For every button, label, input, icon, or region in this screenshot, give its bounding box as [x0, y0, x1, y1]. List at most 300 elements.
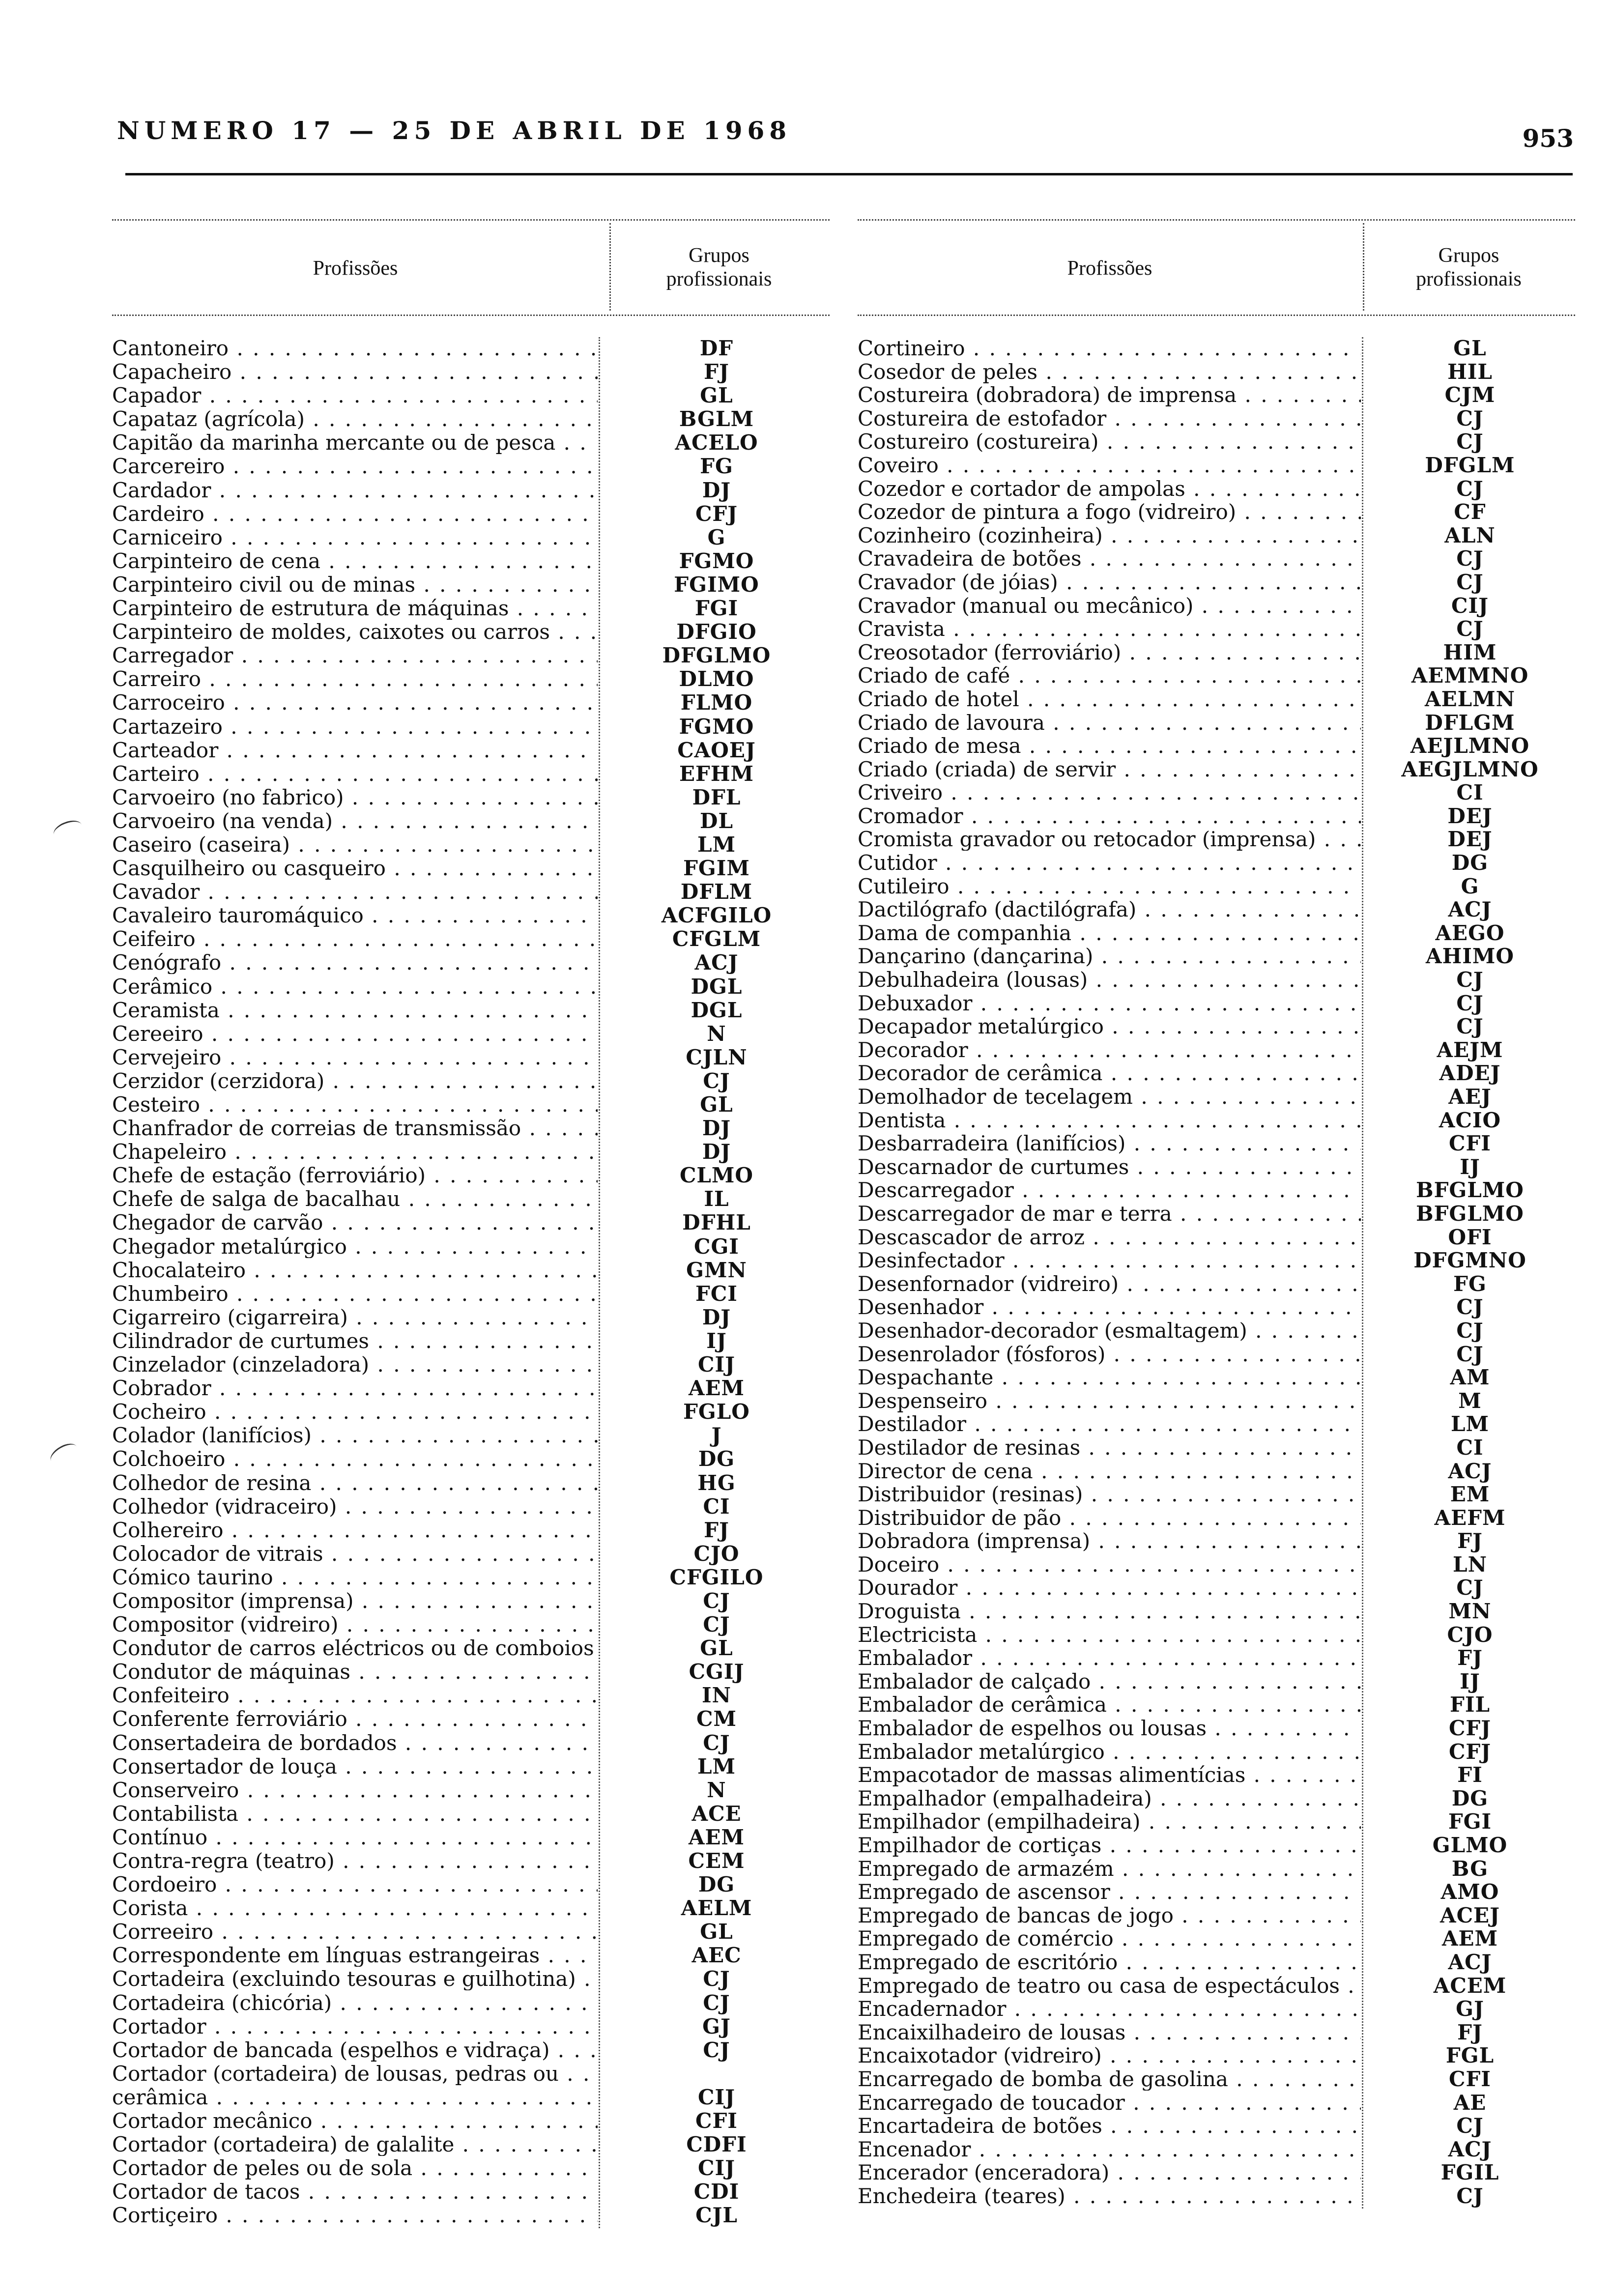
group-code: CJ	[1456, 1576, 1484, 1600]
group-code: CJ	[1456, 2183, 1484, 2208]
profession-name: Capataz (agrícola) . . .	[112, 408, 598, 430]
table-row	[112, 548, 754, 574]
table-row	[858, 1529, 1483, 1553]
profession-name: Encarregado de bomba de gasolina . . .	[858, 2068, 1361, 2091]
table-row	[112, 1636, 733, 1661]
table-row	[112, 1494, 730, 1519]
group-code: LM	[697, 1754, 736, 1779]
profession-name: Carteador . . .	[112, 739, 598, 762]
table-row	[112, 620, 757, 644]
table-row	[858, 570, 1484, 595]
profession-name: Caseiro (caseira) . . .	[112, 833, 598, 856]
profession-name: Compositor (imprensa) . . .	[112, 1590, 598, 1612]
profession-name: Encerador (enceradora) . . .	[858, 2161, 1361, 2184]
profession-name: Contra-regra (teatro) . . .	[112, 1850, 598, 1872]
group-code: CI	[1456, 1435, 1484, 1460]
profession-name: Cortador (cortadeira) de lousas, pedras ou . . .	[112, 2063, 598, 2085]
profession-name: Empregado de bancas de jogo . . .	[858, 1904, 1361, 1927]
group-code: CJO	[1447, 1622, 1493, 1647]
professions-column-header: Profissões	[313, 257, 398, 280]
profession-name: Demolhador de tecelagem . . .	[858, 1086, 1361, 1108]
profession-name: Dentista . . .	[858, 1109, 1361, 1132]
table-row	[858, 1739, 1492, 1764]
header-top-rule	[112, 219, 830, 221]
group-code: CJ	[1456, 1318, 1484, 1343]
table-row	[112, 950, 739, 975]
group-code: ACJ	[1448, 1950, 1492, 1974]
group-code: ADEJ	[1439, 1061, 1501, 1086]
profession-name: Cordoeiro . . .	[112, 1873, 598, 1896]
profession-name: Carregador . . .	[112, 644, 598, 667]
group-code: AHIMO	[1426, 944, 1514, 969]
profession-name: Doceiro . . .	[858, 1553, 1361, 1576]
group-code: GL	[1453, 336, 1487, 360]
profession-name: Encadernador . . .	[858, 1998, 1361, 2020]
group-code: DL	[700, 808, 733, 833]
profession-name: Carreiro . . .	[112, 668, 598, 690]
table-row	[112, 1660, 745, 1684]
groups-header-line1: Grupos	[689, 244, 749, 267]
group-code: CJ	[703, 1588, 730, 1613]
table-row	[858, 1903, 1500, 1928]
group-code: FGIMO	[674, 572, 759, 597]
table-row	[858, 430, 1484, 454]
group-code: CJ	[1456, 617, 1484, 641]
profession-name: Coveiro . . .	[858, 454, 1361, 477]
table-row	[858, 1552, 1487, 1577]
profession-name: Destilador de resinas . . .	[858, 1436, 1361, 1459]
group-code: FJ	[1457, 2020, 1483, 2044]
group-code: CI	[1456, 780, 1484, 805]
group-code: N	[707, 1778, 726, 1802]
profession-name: Droguista . . .	[858, 1600, 1361, 1623]
table-row	[112, 927, 761, 951]
table-row	[112, 1045, 748, 1070]
profession-name: Encarregado de toucador . . .	[858, 2092, 1361, 2114]
table-row	[112, 667, 754, 691]
table-row	[858, 383, 1496, 407]
profession-name: Contínuo . . .	[112, 1826, 598, 1849]
group-code: CGI	[694, 1234, 739, 1259]
table-row	[858, 1786, 1489, 1811]
group-code: FLMO	[680, 690, 753, 715]
profession-name: Encaixilhadeiro de lousas . . .	[858, 2021, 1361, 2044]
group-code: CIJ	[698, 2156, 735, 2181]
table-row	[112, 1730, 730, 1755]
profession-name: Correeiro . . .	[112, 1921, 598, 1943]
group-code: CJ	[1456, 476, 1484, 501]
group-code: ACJ	[694, 950, 739, 975]
profession-name: Despenseiro . . .	[858, 1390, 1361, 1412]
header-rule	[125, 173, 1573, 175]
group-code: DFL	[692, 785, 741, 809]
table-row	[112, 1116, 731, 1141]
profession-name: Decapador metalúrgico . . .	[858, 1015, 1361, 1038]
table-row	[112, 2085, 735, 2110]
table-row	[858, 851, 1489, 875]
profession-name: Descarnador de curtumes . . .	[858, 1156, 1361, 1178]
group-code: AELMN	[1424, 687, 1515, 711]
group-code: HIL	[1447, 359, 1493, 384]
group-code: BGLM	[679, 407, 754, 431]
profession-name: Debuxador . . .	[858, 992, 1361, 1015]
group-code: CF	[1454, 500, 1486, 524]
table-row	[858, 1131, 1491, 1156]
profession-name: Decorador de cerâmica . . .	[858, 1062, 1361, 1085]
table-row	[112, 1305, 731, 1330]
table-row	[858, 476, 1484, 501]
profession-name: Cardador . . .	[112, 479, 598, 502]
group-code: CFI	[695, 2109, 738, 2133]
table-row	[858, 944, 1514, 969]
group-code: ACJ	[1448, 897, 1492, 922]
table-row	[858, 2020, 1483, 2045]
group-code: DG	[698, 1447, 735, 1471]
table-row	[112, 1328, 727, 1353]
profession-name: Chegador metalúrgico . . .	[112, 1235, 598, 1258]
group-code: ACEJ	[1440, 1903, 1500, 1927]
profession-name: Embalador de calçado . . .	[858, 1670, 1361, 1693]
group-code: CJ	[1456, 991, 1484, 1015]
table-row	[112, 2063, 599, 2086]
table-row	[112, 336, 734, 361]
table-row	[858, 663, 1529, 688]
group-code: EM	[1450, 1482, 1490, 1507]
group-code: OFI	[1448, 1225, 1492, 1249]
profession-name: Criado de café . . .	[858, 664, 1361, 687]
profession-name: Chefe de estação (ferroviário) . . .	[112, 1164, 598, 1187]
group-code: CJ	[1456, 968, 1484, 992]
groups-header-line2: profissionais	[1416, 268, 1522, 290]
group-code: AEGO	[1435, 920, 1505, 945]
table-row	[112, 1021, 726, 1046]
profession-name: Carroceiro . . .	[112, 691, 598, 714]
profession-name: Colhedor de resina . . .	[112, 1472, 598, 1494]
table-row	[112, 1943, 742, 1968]
group-code: FGL	[1445, 2043, 1495, 2068]
profession-name: Cómico taurino . . .	[112, 1566, 598, 1589]
profession-name: Costureira (dobradora) de imprensa . . .	[858, 384, 1361, 406]
profession-name: Empregado de teatro ou casa de espectáculos . . .	[858, 1975, 1361, 1997]
profession-name: Desenfornador (vidreiro) . . .	[858, 1273, 1361, 1295]
professions-column-header: Profissões	[1067, 257, 1152, 280]
table-row	[112, 1872, 735, 1897]
table-row	[858, 1973, 1507, 1998]
group-code: CJ	[1456, 546, 1484, 571]
group-code: AEC	[691, 1943, 742, 1968]
group-code: DLMO	[679, 667, 754, 691]
profession-name: Cortador de peles ou de sola . . .	[112, 2157, 598, 2180]
group-code: CJ	[703, 1967, 730, 1991]
profession-name: Consertadeira de bordados . . .	[112, 1732, 598, 1754]
table-row	[858, 804, 1493, 829]
table-row	[858, 1646, 1483, 1670]
profession-name: Conserveiro . . .	[112, 1779, 598, 1802]
group-code: CJM	[1444, 383, 1496, 407]
group-code: IL	[704, 1187, 729, 1211]
group-code: ACE	[691, 1801, 742, 1826]
group-code: CIJ	[698, 1352, 735, 1377]
table-row	[858, 1997, 1484, 2021]
group-code: FIL	[1450, 1693, 1490, 1717]
table-row	[858, 1248, 1526, 1273]
group-code: CGIJ	[689, 1660, 745, 1684]
table-row	[858, 1599, 1492, 1624]
profession-name: Empilhador de cortiças . . .	[858, 1834, 1361, 1857]
table-row	[858, 710, 1515, 735]
table-row	[858, 1505, 1506, 1530]
profession-name: Cantoneiro . . .	[112, 337, 598, 360]
profession-name: Desenhador . . .	[858, 1296, 1361, 1319]
group-code: FGIL	[1440, 2160, 1499, 2185]
profession-name: Cavaleiro tauromáquico . . .	[112, 904, 598, 927]
table-row	[112, 903, 772, 928]
profession-name: Capitão da marinha mercante ou de pesca . . .	[112, 431, 598, 454]
group-code: AEM	[1441, 1926, 1498, 1951]
group-code: FJ	[704, 1518, 729, 1542]
table-row	[858, 2137, 1492, 2162]
table-row	[858, 406, 1484, 431]
table-row	[112, 1068, 730, 1093]
profession-name: Descascador de arroz . . .	[858, 1226, 1361, 1249]
group-code: DGL	[691, 998, 743, 1022]
group-code: G	[1461, 874, 1479, 898]
profession-name: Decorador . . .	[858, 1039, 1361, 1062]
group-code: FGI	[694, 596, 739, 621]
table-row	[858, 1271, 1487, 1296]
table-row	[112, 2038, 730, 2063]
group-code: DG	[698, 1872, 735, 1897]
profession-name: Embalador de espelhos ou lousas . . .	[858, 1717, 1361, 1740]
profession-name: Compositor (vidreiro) . . .	[112, 1613, 598, 1636]
group-code: CEM	[688, 1849, 745, 1873]
table-row	[858, 1809, 1492, 1834]
table-row	[858, 1365, 1490, 1390]
group-code: ALN	[1444, 523, 1496, 547]
table-row	[112, 974, 743, 999]
profession-name: Cortador mecânico . . .	[112, 2110, 598, 2132]
table-row	[112, 2203, 738, 2228]
profession-name: Condutor de carros eléctricos ou de comboios . . .	[112, 1637, 598, 1660]
group-code: CFGILO	[669, 1565, 764, 1589]
group-code: M	[1458, 1388, 1482, 1413]
group-code: IJ	[706, 1328, 727, 1353]
profession-name: Capador . . .	[112, 384, 598, 407]
table-row	[112, 880, 753, 904]
group-code: CAOEJ	[677, 738, 756, 762]
profession-name: Chapeleiro . . .	[112, 1141, 598, 1163]
group-code: AEGJLMNO	[1401, 757, 1539, 781]
table-row	[858, 1926, 1498, 1951]
profession-name: Electricista . . .	[858, 1624, 1361, 1646]
profession-name: Cereeiro . . .	[112, 1023, 598, 1045]
group-code: IJ	[1460, 1669, 1480, 1693]
table-row	[112, 1849, 745, 1873]
table-row	[858, 1459, 1492, 1484]
group-code: DJ	[702, 478, 731, 502]
group-code: AEJLMNO	[1410, 734, 1530, 758]
profession-name: Enchedeira (teares) . . .	[858, 2185, 1361, 2208]
profession-name: Cutidor . . .	[858, 852, 1361, 874]
group-code: ACIO	[1439, 1108, 1501, 1132]
profession-name: Empacotador de massas alimentícias . . .	[858, 1764, 1361, 1786]
group-code: CJ	[703, 1990, 730, 2015]
profession-name: Cavador . . .	[112, 881, 598, 903]
table-row	[858, 1856, 1489, 1881]
group-code: DJ	[702, 1116, 731, 1141]
group-code: CFJ	[695, 501, 738, 526]
table-row	[112, 430, 758, 455]
profession-name: Colhedor (vidraceiro) . . .	[112, 1495, 598, 1518]
group-code: AEJ	[1448, 1085, 1492, 1109]
profession-name: Cortador . . .	[112, 2015, 598, 2038]
table-row	[112, 1258, 747, 1283]
table-row	[112, 1920, 733, 1944]
profession-name: Chumbeiro . . .	[112, 1283, 598, 1305]
table-row	[858, 827, 1493, 852]
profession-name: Carvoeiro (na venda) . . .	[112, 810, 598, 832]
group-code: AE	[1453, 2090, 1487, 2115]
group-code: FCI	[695, 1281, 738, 1306]
group-code: ACFGILO	[661, 903, 772, 928]
table-row	[112, 1281, 738, 1306]
table-row	[112, 1447, 735, 1471]
table-row	[112, 856, 750, 881]
profession-name: Cilindrador de curtumes . . .	[112, 1330, 598, 1352]
profession-name: Cozedor e cortador de ampolas . . .	[858, 478, 1361, 500]
profession-name: Cravista . . .	[858, 618, 1361, 640]
table-row	[112, 1565, 764, 1590]
table-row	[112, 1092, 733, 1117]
table-row	[112, 1400, 750, 1424]
table-row	[112, 1518, 729, 1543]
table-row	[858, 734, 1530, 758]
table-row	[112, 738, 756, 763]
table-row	[858, 1178, 1524, 1203]
table-row	[112, 478, 731, 503]
table-row	[858, 687, 1515, 712]
profession-name: Carpinteiro civil ou de minas . . .	[112, 574, 598, 596]
margin-mark	[51, 817, 85, 843]
profession-name: Encenador . . .	[858, 2138, 1361, 2161]
profession-name: Cobrador . . .	[112, 1377, 598, 1400]
group-code: IJ	[1460, 1154, 1480, 1179]
group-code: DFGLMO	[662, 643, 771, 668]
table-row	[112, 407, 754, 431]
profession-name: Confeiteiro . . .	[112, 1684, 598, 1707]
right-table-rows	[858, 336, 1539, 2209]
group-code: CJ	[1456, 430, 1484, 454]
table-row	[858, 1693, 1490, 1717]
table-row	[112, 1470, 736, 1495]
profession-name: Empregado de armazém . . .	[858, 1858, 1361, 1880]
group-code: DGL	[691, 974, 743, 999]
margin-mark	[47, 1439, 81, 1468]
group-code: DG	[1451, 1786, 1489, 1810]
table-row	[112, 1707, 737, 1731]
group-code: MN	[1448, 1599, 1492, 1624]
left-table-header	[112, 214, 830, 315]
profession-name: Cardeiro . . .	[112, 503, 598, 525]
profession-name: Carpinteiro de cena . . .	[112, 550, 598, 573]
table-row	[112, 1896, 752, 1921]
group-code: LN	[1453, 1552, 1487, 1577]
profession-name: Cutileiro . . .	[858, 875, 1361, 898]
profession-name: Embalador de cerâmica . . .	[858, 1693, 1361, 1716]
table-row	[112, 1140, 731, 1164]
group-code: CDFI	[686, 2132, 747, 2157]
group-code: FGMO	[679, 714, 754, 739]
group-code: AEJM	[1437, 1037, 1503, 1062]
group-code: CIJ	[698, 2085, 735, 2109]
groups-column-header	[1364, 244, 1573, 293]
table-row	[112, 1163, 754, 1188]
profession-name: Dama de companhia . . .	[858, 922, 1361, 945]
profession-name: Cortador de tacos . . .	[112, 2181, 598, 2203]
profession-name: cerâmica . . .	[112, 2086, 598, 2109]
group-code: CJ	[1456, 406, 1484, 430]
profession-name: Dactilógrafo (dactilógrafa) . . .	[858, 898, 1361, 921]
table-row	[112, 2156, 735, 2181]
group-code: AEMMNO	[1411, 663, 1529, 688]
group-code: AEM	[688, 1376, 745, 1401]
profession-name: Cortador de bancada (espelhos e vidraça) . . .	[112, 2039, 598, 2062]
group-code: CJ	[703, 1612, 730, 1637]
profession-name: Dançarino (dançarina) . . .	[858, 945, 1361, 968]
group-code: AEFM	[1434, 1505, 1506, 1530]
group-code: AEM	[688, 1825, 745, 1849]
profession-name: Descarregador de mar e terra . . .	[858, 1203, 1361, 1225]
group-code: CFJ	[1448, 1739, 1492, 1764]
profession-name: Corista . . .	[112, 1897, 598, 1920]
group-code: CJ	[703, 1068, 730, 1093]
profession-name: Chocalateiro . . .	[112, 1259, 598, 1282]
table-row	[858, 1482, 1490, 1507]
table-row	[858, 1716, 1492, 1741]
table-row	[858, 757, 1539, 782]
group-code: DFGMNO	[1413, 1248, 1526, 1273]
profession-name: Embalador . . .	[858, 1647, 1361, 1669]
group-code: CFI	[1449, 2066, 1491, 2091]
profession-name: Cozedor de pintura a fogo (vidreiro) . . .	[858, 501, 1361, 523]
table-row	[112, 501, 738, 526]
profession-name: Criado (criada) de servir . . .	[858, 758, 1361, 781]
profession-name: Cromista gravador ou retocador (imprensa) . . .	[858, 828, 1361, 851]
profession-name: Cartazeiro . . .	[112, 716, 598, 738]
group-code: FJ	[704, 360, 729, 384]
group-code: LM	[1450, 1412, 1490, 1436]
table-row	[112, 1352, 735, 1377]
profession-name: Colador (lanifícios) . . .	[112, 1424, 598, 1447]
profession-name: Colhereiro . . .	[112, 1519, 598, 1542]
group-code: GJ	[1456, 1997, 1484, 2021]
profession-name: Desenrolador (fósforos) . . .	[858, 1343, 1361, 1366]
table-row	[112, 2132, 747, 2157]
group-code: GL	[700, 1636, 733, 1661]
group-code: CJO	[693, 1541, 740, 1566]
group-code: CI	[703, 1494, 730, 1519]
table-row	[112, 572, 759, 597]
profession-name: Cravadeira de botões . . .	[858, 547, 1361, 570]
group-code: BFGLMO	[1416, 1178, 1524, 1203]
profession-name: Cravador (manual ou mecânico) . . .	[858, 595, 1361, 617]
table-row	[858, 1435, 1484, 1460]
profession-name: Conferente ferroviário . . .	[112, 1708, 598, 1730]
profession-name: Criado de lavoura . . .	[858, 712, 1361, 734]
table-row	[858, 1669, 1480, 1694]
table-row	[112, 525, 726, 550]
profession-name: Casquilheiro ou casqueiro . . .	[112, 857, 598, 880]
